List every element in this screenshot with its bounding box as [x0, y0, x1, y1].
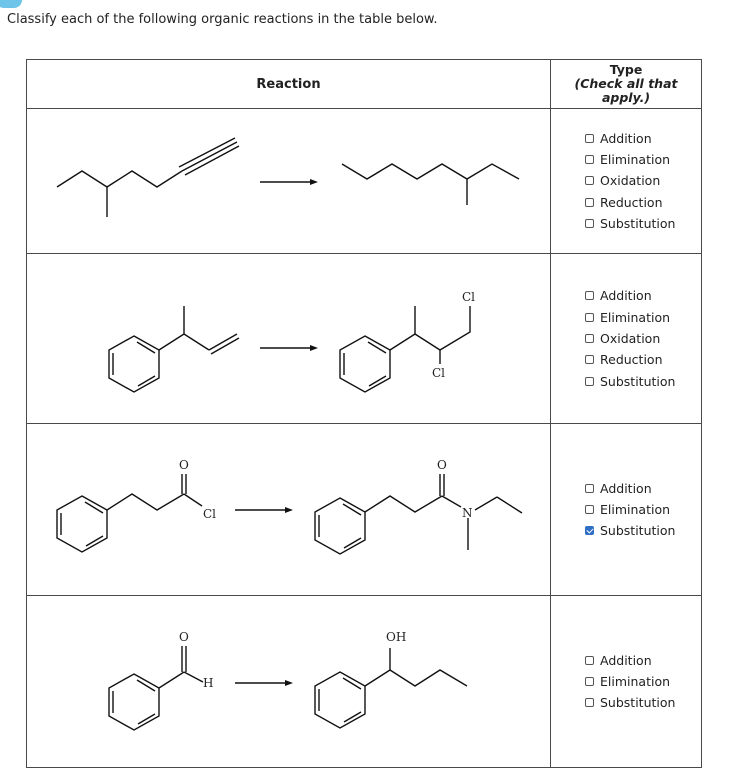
reaction-4-scheme [27, 596, 550, 767]
checkbox[interactable] [585, 198, 594, 207]
checkbox[interactable] [585, 677, 594, 686]
checkbox[interactable] [585, 291, 594, 300]
option-elimination[interactable] [585, 671, 701, 692]
option-addition[interactable] [585, 650, 701, 671]
reaction-scheme-4 [27, 596, 551, 768]
product-4-ring [315, 672, 365, 728]
reactant-4-ring [109, 674, 159, 730]
reaction-row-3 [27, 424, 702, 596]
option-label: Elimination [600, 152, 671, 168]
header-type-title: Type [609, 62, 643, 77]
atom-label-o: O [179, 630, 189, 644]
option-label: Substitution [600, 373, 676, 389]
option-substitution[interactable] [585, 370, 701, 391]
option-addition[interactable] [585, 285, 701, 306]
product-4-chain [365, 670, 467, 686]
reaction-1-scheme [27, 109, 550, 253]
option-addition[interactable] [585, 128, 701, 149]
question-prompt: Classify each of the following organic reactions in the table below. [7, 12, 438, 27]
reactant-1-skeleton [57, 171, 182, 187]
option-label: Oxidation [600, 330, 661, 346]
header-type [551, 60, 702, 109]
checkbox[interactable] [585, 134, 594, 143]
reaction-table [26, 59, 702, 768]
atom-label-o: O [179, 458, 189, 472]
checkbox[interactable] [585, 656, 594, 665]
checkbox[interactable] [585, 219, 594, 228]
option-oxidation[interactable] [585, 328, 701, 349]
option-addition[interactable] [585, 478, 701, 499]
option-label: Elimination [600, 501, 671, 517]
product-1-skeleton [342, 164, 519, 179]
product-2-chain [390, 306, 470, 350]
atom-label-o: O [437, 458, 447, 472]
option-elimination[interactable] [585, 499, 701, 520]
reaction-2-arrowhead [310, 345, 318, 351]
checkbox[interactable] [585, 505, 594, 514]
reactant-2-chain [159, 334, 209, 350]
option-elimination[interactable] [585, 307, 701, 328]
reaction-1-arrowhead [310, 179, 318, 185]
reaction-scheme-1 [27, 109, 551, 254]
option-label: Elimination [600, 309, 671, 325]
reaction-scheme-3 [27, 424, 551, 596]
product-3-ring [315, 498, 365, 554]
checkbox[interactable] [585, 313, 594, 322]
checkbox[interactable] [585, 355, 594, 364]
option-substitution[interactable] [585, 213, 701, 234]
type-cell-2 [551, 254, 702, 424]
reaction-3-arrowhead [285, 507, 293, 513]
option-reduction[interactable] [585, 349, 701, 370]
option-label: Elimination [600, 673, 671, 689]
reaction-3-scheme [27, 424, 550, 595]
reaction-row-4 [27, 596, 702, 768]
option-label: Substitution [600, 216, 676, 232]
header-reaction: Reaction [27, 60, 551, 109]
option-label: Substitution [600, 523, 676, 539]
checkbox[interactable] [585, 155, 594, 164]
checkbox[interactable] [585, 377, 594, 386]
checkbox[interactable] [585, 698, 594, 707]
product-2-ring [340, 336, 390, 392]
checkbox-checked[interactable] [585, 526, 594, 535]
reaction-row-1 [27, 109, 702, 254]
options-4 [585, 650, 701, 714]
type-cell-4 [551, 596, 702, 768]
type-cell-3 [551, 424, 702, 596]
option-label: Reduction [600, 352, 663, 368]
atom-label-cl: Cl [462, 290, 476, 304]
option-substitution[interactable] [585, 692, 701, 713]
product-3-chain [365, 496, 442, 512]
option-label: Substitution [600, 695, 676, 711]
option-elimination[interactable] [585, 149, 701, 170]
reactant-3-ring [57, 496, 107, 552]
option-label: Addition [600, 652, 652, 668]
option-label: Addition [600, 288, 652, 304]
options-1 [585, 128, 701, 234]
checkbox[interactable] [585, 484, 594, 493]
reactant-1-triple-a [182, 142, 237, 171]
reactant-2-ring [109, 336, 159, 392]
reaction-2-scheme [27, 254, 550, 423]
reaction-row-2 [27, 254, 702, 424]
option-label: Addition [600, 130, 652, 146]
option-reduction[interactable] [585, 192, 701, 213]
options-3 [585, 478, 701, 542]
atom-label-n: N [462, 506, 473, 520]
header-type-note: (Check all that apply.) [574, 76, 678, 105]
option-label: Reduction [600, 194, 663, 210]
atom-label-oh: OH [386, 630, 407, 644]
option-label: Oxidation [600, 173, 661, 189]
reaction-scheme-2 [27, 254, 551, 424]
type-cell-1 [551, 109, 702, 254]
option-label: Addition [600, 480, 652, 496]
options-2 [585, 285, 701, 391]
reaction-4-arrowhead [285, 680, 293, 686]
table-header-row [27, 60, 702, 109]
atom-label-cl: Cl [203, 507, 217, 521]
option-substitution[interactable] [585, 520, 701, 541]
corner-check-badge [0, 0, 22, 8]
atom-label-h: H [203, 676, 214, 690]
checkbox[interactable] [585, 334, 594, 343]
reactant-3-chain [107, 494, 184, 510]
checkbox[interactable] [585, 176, 594, 185]
atom-label-cl: Cl [432, 366, 446, 380]
option-oxidation[interactable] [585, 170, 701, 191]
